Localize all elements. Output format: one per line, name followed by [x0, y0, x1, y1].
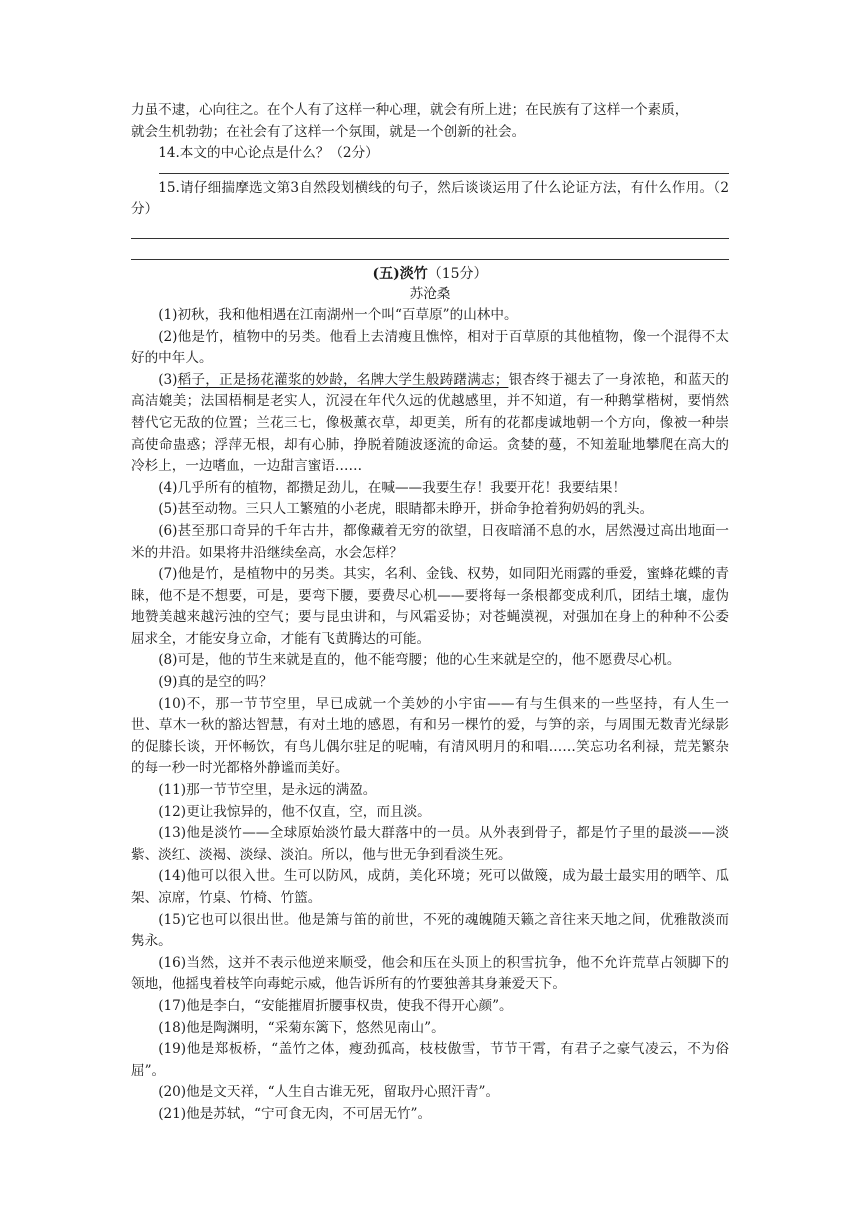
paragraph-6: (6)甚至那口奇异的千年古井，都像藏着无穷的欲望，日夜暗涌不息的水，居然漫过高出地面一米的井沿。如果将井沿继续垒高，水会怎样？: [131, 522, 729, 561]
paragraph-19: (19)他是郑板桥，“盖竹之体，瘦劲孤高，枝枝傲雪，节节干霄，有君子之豪气凌云，不为俗屈”。: [131, 1041, 729, 1079]
paragraph-11: (11)那一节节空里，是永远的满盈。: [158, 782, 377, 799]
paragraph-15: (15)它也可以很出世。他是箫与笛的前世，不死的魂魄随天籁之音往来天地之间，优雅散淡而隽永。: [131, 911, 729, 950]
paragraph-20: (20)他是文天祥，“人生自古谁无死，留取丹心照汗青”。: [158, 1084, 500, 1101]
author-name: 苏沧桑: [409, 285, 451, 302]
paragraph-3-number: (3): [158, 371, 178, 388]
paragraph-3: [131, 370, 729, 478]
section-title-text: (五)淡竹: [372, 265, 428, 282]
paragraph-3-rest: 银杏终于褪去了一身浓艳，和蓝天的高洁媲美；法国梧桐是老实人，沉浸在年代久远的优越感里，并不知道，有一种鹅掌楷树，要悄然替代它无敌的位置；兰花三七，像极薰衣草，却更美，所有的花都虔诚地朝一个方向，像被一种崇高使命蛊惑；浮萍无根，却有心肺，挣脱着随波逐流的命运。贪婪的蔓，不知羞耻地攀爬在高大的冷杉上，一边嗜血，一边甜言蜜语……: [131, 371, 730, 475]
question-15: 15.请仔细揣摩选文第3自然段划横线的句子，然后谈谈运用了什么论证方法，有什么作用。（2分）: [131, 179, 729, 218]
intro-line-1: 力虽不逮，心向往之。在个人有了这样一种心理，就会有所上进；在民族有了这样一个素质，: [131, 102, 689, 118]
paragraph-2: (2)他是竹，植物中的另类。他看上去清瘦且憔悴，相对于百草原的其他植物，像一个混得不太好的中年人。: [131, 328, 729, 367]
intro-line-2: 就会生机勃勃；在社会有了这样一个氛围，就是一个创新的社会。: [131, 123, 526, 140]
paragraph-18: (18)他是陶渊明，“采菊东篱下，悠然见南山”。: [158, 1019, 445, 1036]
paragraph-4: (4)几乎所有的植物，都攒足劲儿，在喊——我要生存！我要开花！我要结果！: [158, 479, 627, 496]
paragraph-13: (13)他是淡竹——全球原始淡竹最大群落中的一员。从外表到骨子，都是竹子里的最淡——淡紫、淡红、淡褐、淡绿、淡泊。所以，他与世无争到看淡生死。: [131, 825, 729, 863]
paragraph-21: (21)他是苏轼，“宁可食无肉，不可居无竹”。: [158, 1105, 432, 1122]
answer-line-14[interactable]: [159, 173, 729, 174]
paragraph-7: (7)他是竹，是植物中的另类。其实，名利、金钱、权势，如同阳光雨露的垂爱，蜜蜂花蝶的青睐，他不是不想要，可是，要弯下腰，要费尽心机——要将每一条根都变成利爪，团结土壤，虚伪地赞美越来越污浊的空气；要与昆虫讲和，与风霜妥协；对苍蝇漠视，对强加在身上的种种不公委屈求全，才能安身立命，才能有飞黄腾达的可能。: [131, 566, 729, 647]
section-score: （15分）: [427, 265, 488, 282]
section-title: [131, 264, 729, 284]
paragraph-8: (8)可是，他的节生来就是直的，他不能弯腰；他的心生来就是空的，他不愿费尽心机。: [158, 652, 681, 669]
document-page: [131, 100, 729, 1126]
paragraph-1: (1)初秋，我和他相遇在江南湖州一个叫“百草原”的山林中。: [158, 306, 518, 323]
paragraph-12: (12)更让我惊异的，他不仅直，空，而且淡。: [158, 803, 431, 820]
paragraph-17: (17)他是李白，“安能摧眉折腰事权贵，使我不得开心颜”。: [158, 997, 513, 1014]
question-14: 14.本文的中心论点是什么？（2分）: [158, 145, 379, 162]
paragraph-9: (9)真的是空的吗？: [158, 674, 273, 691]
paragraph-16: (16)当然，这并不表示他逆来顺受，他会和压在头顶上的积雪抗争，他不允许荒草占领脚下的领地，他摇曳着枝竿向毒蛇示威，他告诉所有的竹要独善其身兼爱天下。: [131, 954, 729, 993]
paragraph-5: (5)甚至动物。三只人工繁殖的小老虎，眼睛都未睁开，拼命争抢着狗奶妈的乳头。: [158, 501, 654, 518]
underlined-sentence: 稻子，正是扬花灌浆的妙龄，名牌大学生般踌躇满志；: [177, 371, 509, 388]
paragraph-10: (10)不，那一节节空里，早已成就一个美妙的小宇宙——有与生俱来的一些坚持，有人生一世、草木一秋的豁达智慧，有对土地的感恩，有和另一棵竹的爱，与笋的亲，与周围无数青光绿影的促膝长谈，开怀畅饮，有鸟儿偶尔驻足的呢喃，有清风明月的和唱……笑忘功名利禄，荒芜繁杂的每一秒一时光都格外静谧而美好。: [131, 695, 729, 777]
paragraph-14: (14)他可以很入世。生可以防风，成荫，美化环境；死可以做篾，成为最士最实用的晒竿、瓜架、凉席，竹桌、竹椅、竹篮。: [131, 868, 729, 906]
